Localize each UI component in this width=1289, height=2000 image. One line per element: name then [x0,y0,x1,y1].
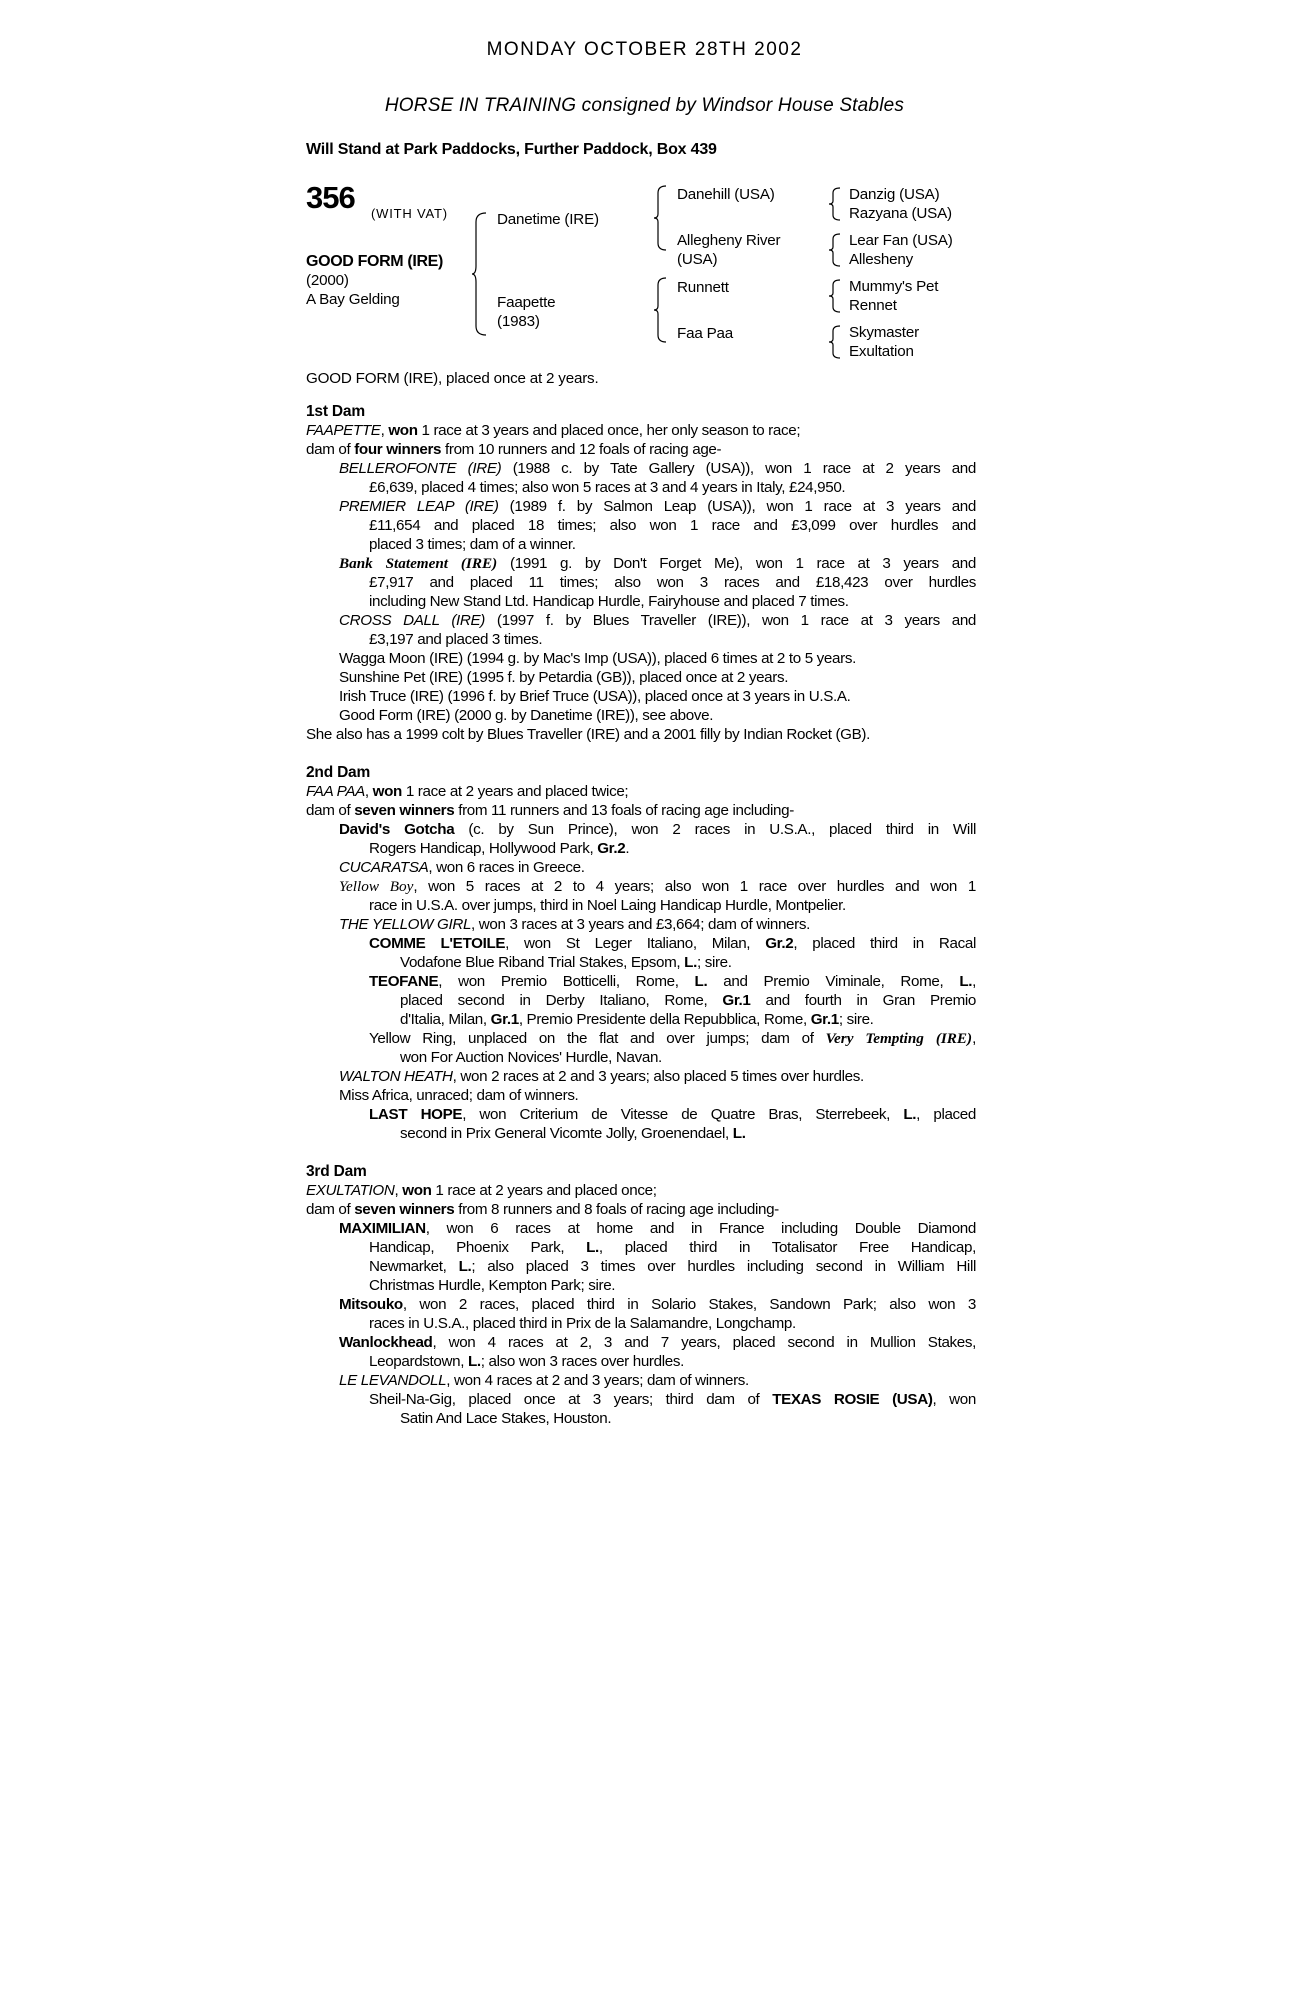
first-dam-line: Sunshine Pet (IRE) (1995 f. by Petardia (GB)), placed once at 2 years. [339,669,789,686]
horse-name: GOOD FORM (IRE) [306,253,443,270]
pedigree-g3: Lear Fan (USA) [849,232,953,249]
second-dam-line: THE YELLOW GIRL, won 3 races at 3 years and £3,664; dam of winners. [339,916,810,933]
second-dam-line: David's Gotcha (c. by Sun Prince), won 2 races in U.S.A., placed third in Will [339,821,976,838]
second-dam-line: Rogers Handicap, Hollywood Park, Gr.2. [369,840,630,857]
lot-number: 356 [306,180,355,215]
second-dam-line: FAA PAA, won 1 race at 2 years and placed twice; [306,783,629,800]
second-dam-line: TEOFANE, won Premio Botticelli, Rome, L. and Premio Viminale, Rome, L., [369,973,976,990]
first-dam-line: PREMIER LEAP (IRE) (1989 f. by Salmon Leap (USA)), won 1 race at 3 years and [339,498,976,515]
first-dam-line: She also has a 1999 colt by Blues Traveller (IRE) and a 2001 filly by Indian Rocket (GB). [306,726,870,743]
racing-summary: GOOD FORM (IRE), placed once at 2 years. [306,370,599,387]
pedigree-g2: Razyana (USA) [849,205,952,222]
third-dam-line: EXULTATION, won 1 race at 2 years and placed once; [306,1182,657,1199]
pedigree-brace-g1 [829,187,841,221]
pedigree-g6: Rennet [849,297,897,314]
second-dam-line: d'Italia, Milan, Gr.1, Premio Presidente della Repubblica, Rome, Gr.1; sire. [400,1011,874,1028]
third-dam-line: Newmarket, L.; also placed 3 times over hurdles including second in William Hill [369,1258,977,1275]
third-dam-line: MAXIMILIAN, won 6 races at home and in France including Double Diamond [339,1220,976,1237]
second-dam-line: CUCARATSA, won 6 races in Greece. [339,859,585,876]
first-dam-line: Wagga Moon (IRE) (1994 g. by Mac's Imp (USA)), placed 6 times at 2 to 5 years. [339,650,856,667]
third-dam-line: Leopardstown, L.; also won 3 races over hurdles. [369,1353,684,1370]
second-dam-line: Yellow Boy, won 5 races at 2 to 4 years; also won 1 race over hurdles and won 1 [339,878,976,895]
pedigree-brace-sire [654,185,668,251]
third-dam-line: Mitsouko, won 2 races, placed third in Solario Stakes, Sandown Park; also won 3 [339,1296,976,1313]
second-dam-line: dam of seven winners from 11 runners and 13 foals of racing age including- [306,802,794,819]
second-dam-line: second in Prix General Vicomte Jolly, Groenendael, L. [400,1125,746,1142]
sale-date: MONDAY OCTOBER 28TH 2002 [486,39,803,60]
second-dam-heading: 2nd Dam [306,764,371,781]
stabling-location: Will Stand at Park Paddocks, Further Paddock, Box 439 [306,141,717,158]
first-dam-heading: 1st Dam [306,403,365,420]
pedigree-g1: Danzig (USA) [849,186,940,203]
pedigree-g8: Exultation [849,343,914,360]
third-dam-line: Handicap, Phoenix Park, L., placed third in Totalisator Free Handicap, [369,1239,976,1256]
second-dam-line: race in U.S.A. over jumps, third in Noel Laing Handicap Hurdle, Montpelier. [369,897,846,914]
third-dam-line: Sheil-Na-Gig, placed once at 3 years; third dam of TEXAS ROSIE (USA), won [369,1391,976,1408]
first-dam-line: including New Stand Ltd. Handicap Hurdle, Fairyhouse and placed 7 times. [369,593,849,610]
third-dam-line: Satin And Lace Stakes, Houston. [400,1410,612,1427]
first-dam-line: placed 3 times; dam of a winner. [369,536,576,553]
pedigree-dam-sire: Runnett [677,279,729,296]
pedigree-sire-sire: Danehill (USA) [677,186,775,203]
second-dam-line: Vodafone Blue Riband Trial Stakes, Epsom, L.; sire. [400,954,732,971]
first-dam-line: dam of four winners from 10 runners and 12 foals of racing age- [306,441,722,458]
pedigree-brace-main [472,212,488,336]
second-dam-line: Yellow Ring, unplaced on the flat and over jumps; dam of Very Tempting (IRE), [369,1030,976,1047]
second-dam-line: won For Auction Novices' Hurdle, Navan. [400,1049,662,1066]
pedigree-sire-dam: Allegheny River [677,232,781,249]
first-dam-line: £11,654 and placed 18 times; also won 1 race and £3,099 over hurdles and [369,517,976,534]
pedigree-brace-dam [654,277,668,343]
pedigree-dam-dam: Faa Paa [677,325,734,342]
vat-note: (WITH VAT) [371,206,448,221]
third-dam-line: dam of seven winners from 8 runners and 8 foals of racing age including- [306,1201,779,1218]
pedigree-g7: Skymaster [849,324,919,341]
first-dam-line: Bank Statement (IRE) (1991 g. by Don't Forget Me), won 1 race at 3 years and [339,555,976,572]
pedigree-dam: Faapette [497,294,556,311]
pedigree-g5: Mummy's Pet [849,278,939,295]
second-dam-line: placed second in Derby Italiano, Rome, Gr.1 and fourth in Gran Premio [400,992,976,1009]
pedigree-g4: Allesheny [849,251,914,268]
second-dam-line: LAST HOPE, won Criterium de Vitesse de Quatre Bras, Sterrebeek, L., placed [369,1106,976,1123]
pedigree-dam-year: (1983) [497,313,540,330]
first-dam-line: Irish Truce (IRE) (1996 f. by Brief Truce (USA)), placed once at 3 years in U.S.A. [339,688,851,705]
pedigree-brace-g3 [829,279,841,313]
horse-description: A Bay Gelding [306,291,400,308]
first-dam-line: BELLEROFONTE (IRE) (1988 c. by Tate Gallery (USA)), won 1 race at 2 years and [339,460,976,477]
first-dam-line: FAAPETTE, won 1 race at 3 years and placed once, her only season to race; [306,422,801,439]
third-dam-line: races in U.S.A., placed third in Prix de la Salamandre, Longchamp. [369,1315,796,1332]
first-dam-line: £6,639, placed 4 times; also won 5 races at 3 and 4 years in Italy, £24,950. [369,479,846,496]
third-dam-line: Christmas Hurdle, Kempton Park; sire. [369,1277,616,1294]
pedigree-brace-g2 [829,233,841,267]
third-dam-line: LE LEVANDOLL, won 4 races at 2 and 3 years; dam of winners. [339,1372,749,1389]
first-dam-line: CROSS DALL (IRE) (1997 f. by Blues Traveller (IRE)), won 1 race at 3 years and [339,612,977,629]
third-dam-heading: 3rd Dam [306,1163,367,1180]
first-dam-line: £3,197 and placed 3 times. [369,631,543,648]
pedigree-sire-dam-country: (USA) [677,251,718,268]
second-dam-line: WALTON HEATH, won 2 races at 2 and 3 years; also placed 5 times over hurdles. [339,1068,864,1085]
pedigree-sire: Danetime (IRE) [497,211,599,228]
second-dam-line: Miss Africa, unraced; dam of winners. [339,1087,579,1104]
second-dam-line: COMME L'ETOILE, won St Leger Italiano, Milan, Gr.2, placed third in Racal [369,935,976,952]
first-dam-line: Good Form (IRE) (2000 g. by Danetime (IRE)), see above. [339,707,714,724]
third-dam-line: Wanlockhead, won 4 races at 2, 3 and 7 years, placed second in Mullion Stakes, [339,1334,976,1351]
first-dam-line: £7,917 and placed 11 times; also won 3 races and £18,423 over hurdles [369,574,976,591]
horse-year: (2000) [306,272,349,289]
pedigree-notes [306,402,976,1428]
consignment-heading: HORSE IN TRAINING consigned by Windsor House Stables [384,95,905,116]
pedigree-brace-g4 [829,325,841,359]
